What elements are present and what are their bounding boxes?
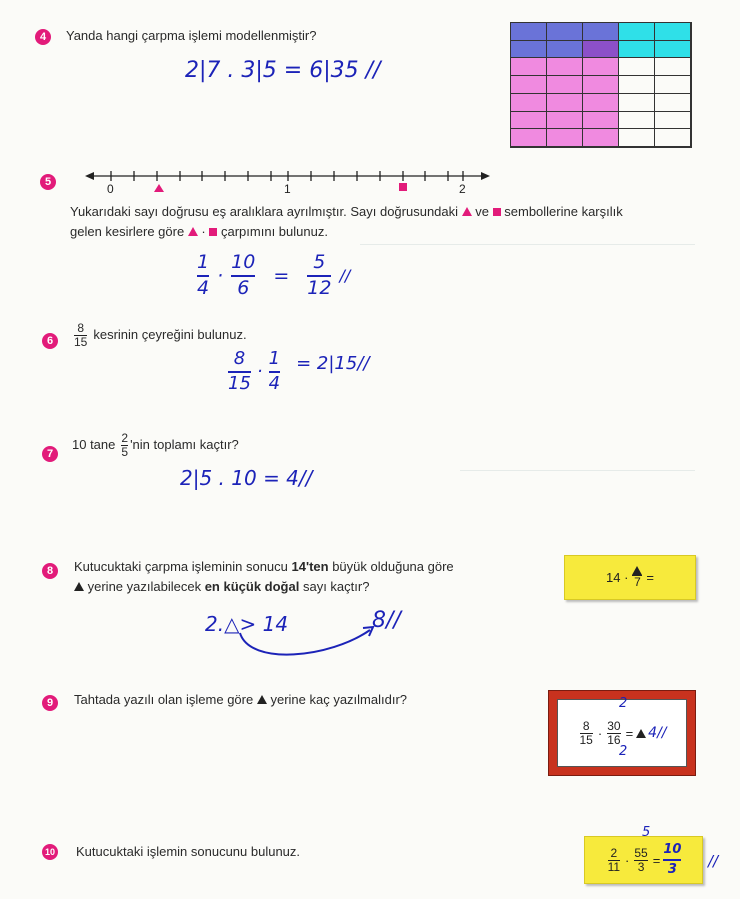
question-number: 7 [42,446,58,462]
square-icon [493,208,501,216]
fraction: $\frac{2}{5}$ [121,431,129,459]
expression-box: $\frac{2}{11}$ · $\frac{55}{3}$ = 10 3 [584,836,703,884]
question-number: 5 [40,174,56,190]
triangle-icon [257,695,267,704]
question-number: 6 [42,333,58,349]
question-text: Tahtada yazılı olan işleme göre yerine kaç yazılmalıdır? [74,692,408,707]
axis-label: 1 [284,182,291,196]
triangle-marker [154,184,164,192]
question-text: Yanda hangi çarpma işlemi modellenmiştir? [66,28,317,43]
chalkboard: $\frac{8}{15}$ · $\frac{30}{16}$ = 4// [548,690,696,776]
question-text: Kutucuktaki işlemin sonucunu bulunuz. [76,844,301,859]
triangle-icon [462,207,472,216]
number-line [85,162,490,196]
question-text: $\frac{8}{15}$ kesrinin çeyreğini bulunuz. [74,321,247,349]
question-text: Kutucuktaki çarpma işleminin sonucu 14'ten büyük olduğuna göre yerine yazılabilecek en küçük doğal sayı kaçtır? [74,559,454,594]
square-marker [399,183,407,191]
question-text: 10 tane $\frac{2}{5}$ 'nin toplamı kaçtır? [72,431,239,459]
handwritten-answer: 1 4 · 10 6 = 5 12 // [197,251,351,299]
expression-box: 14 · 7 = [564,555,696,600]
square-icon [209,228,217,236]
divider [460,470,695,471]
handwritten-note: 2 [619,696,628,711]
fraction: $\frac{8}{15}$ [74,321,88,349]
axis-label: 2 [459,182,466,196]
handwritten-mark: // [708,852,719,870]
triangle-icon [74,582,84,591]
handwritten-result: 8// [372,608,401,633]
question-number: 8 [42,563,58,579]
question-text: Yukarıdaki sayı doğrusu eş aralıklara ayrılmıştır. Sayı doğrusundaki ve sembollerine karşılık gelen kesirlere göre · çarpımını bulunuz. [70,204,623,239]
divider [360,244,695,245]
axis-label: 0 [107,182,114,196]
question-number: 10 [42,844,58,860]
handwritten-note: 5 [642,825,651,840]
handwritten-answer: 2.△> 14 [205,612,289,636]
triangle-icon [632,566,642,575]
handwritten-answer: 2|5 . 10 = 4// [180,466,313,490]
handwritten-answer: 2|7 . 3|5 = 6|35 // [185,58,381,83]
handwritten-answer: 8 15 · 1 4 = 2|15// [228,348,370,394]
question-number: 4 [35,29,51,45]
question-number: 9 [42,695,58,711]
handwritten-note: 2 [619,744,628,759]
handwritten-arrow [235,618,385,663]
area-model-grid [510,22,692,148]
triangle-icon [636,729,646,738]
triangle-icon [188,227,198,236]
